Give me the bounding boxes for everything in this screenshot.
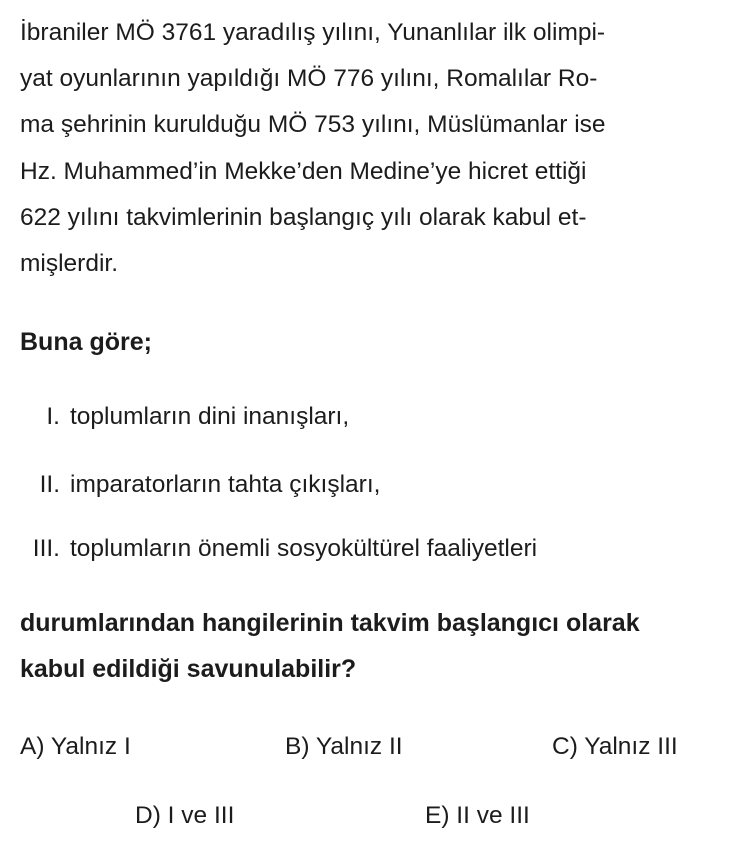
question-stem [20, 600, 720, 692]
answer-option-e[interactable]: E) II ve III [425, 802, 530, 829]
question-lead: Buna göre; [20, 328, 152, 356]
statement-numeral: II. [39, 471, 60, 498]
question-line: durumlarından hangilerinin takvim başlangıcı olarak [20, 609, 640, 637]
statement-text: toplumların dini inanışları, [70, 403, 350, 430]
passage-line: İbraniler MÖ 3761 yaradılış yılını, Yunanlılar ilk olimpi- [20, 19, 606, 46]
statement-item-2 [0, 465, 731, 505]
question-line: kabul edildiği savunulabilir? [20, 655, 357, 683]
statement-text: imparatorların tahta çıkışları, [70, 471, 381, 498]
passage-line: mişlerdir. [20, 250, 119, 278]
passage-line: yat oyunlarının yapıldığı MÖ 776 yılını, Romalılar Ro- [20, 65, 598, 93]
answer-option-d[interactable]: D) I ve III [135, 802, 235, 829]
statement-numeral: III. [32, 535, 60, 562]
answer-option-b[interactable]: B) Yalnız II [285, 733, 403, 760]
passage-text [20, 10, 720, 287]
statement-item-1 [0, 397, 731, 437]
answer-option-a[interactable]: A) Yalnız I [20, 733, 131, 760]
statement-numeral: I. [46, 403, 60, 430]
passage-line: 622 yılını takvimlerinin başlangıç yılı olarak kabul et- [20, 203, 587, 231]
answer-option-c[interactable]: C) Yalnız III [552, 733, 678, 760]
passage-line: ma şehrinin kurulduğu MÖ 753 yılını, Müslümanlar ise [20, 111, 606, 139]
statement-text: toplumların önemli sosyokültürel faaliyetleri [70, 535, 538, 562]
passage-line: Hz. Muhammed’in Mekke’den Medine’ye hicret ettiği [20, 157, 587, 185]
statement-item-3 [0, 529, 731, 569]
